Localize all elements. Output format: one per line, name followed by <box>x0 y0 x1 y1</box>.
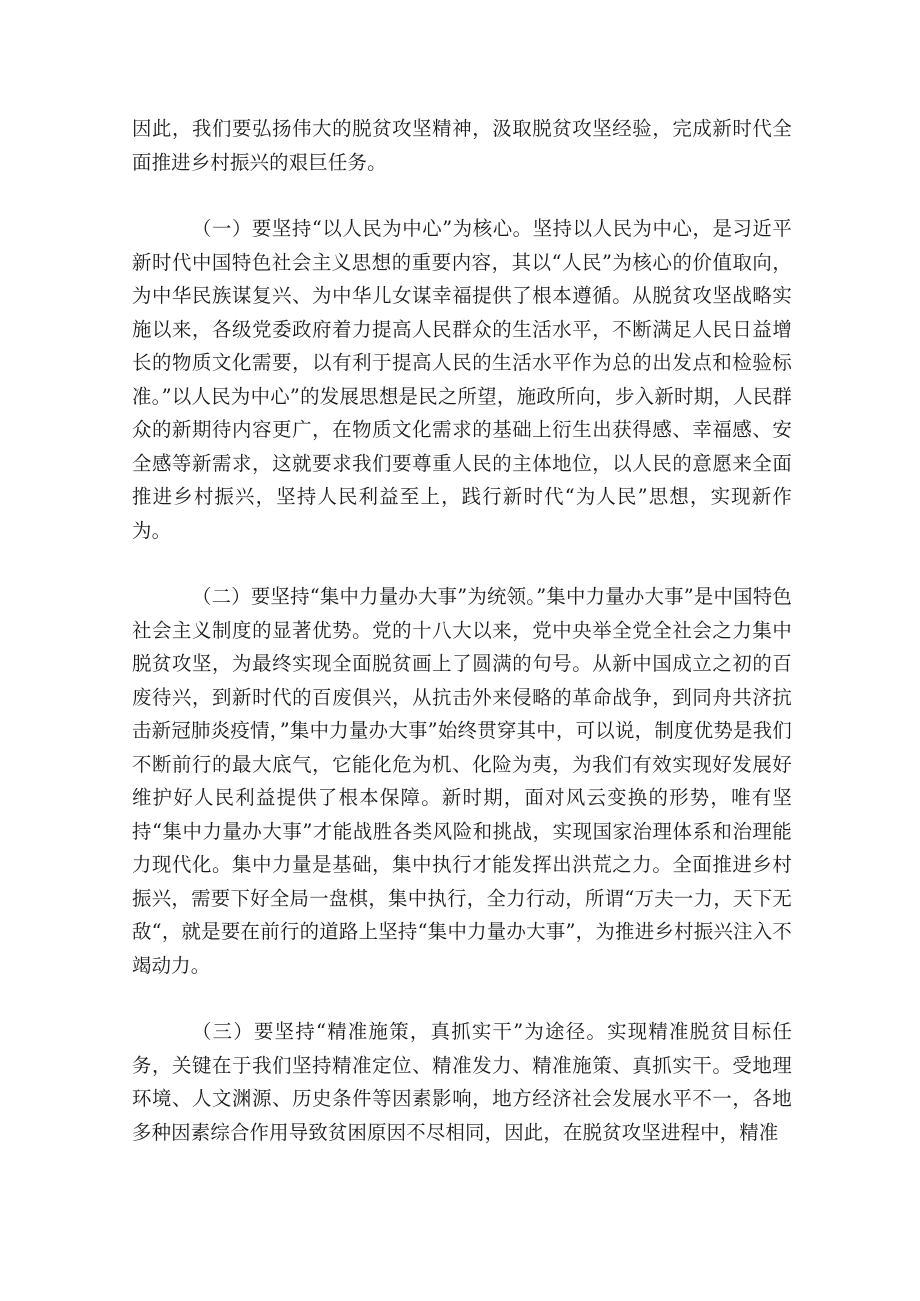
paragraph-section-3: （三）要坚持“精准施策，真抓实干”为途径。实现精准脱贫目标任务，关键在于我们坚持精准定位、精准发力、精准施策、真抓实干。受地理环境、人文渊源、历史条件等因素影响，地方经济社会发展水平不一，各地多种因素综合作用导致贫困原因不尽相同，因此，在脱贫攻坚进程中，精准 <box>132 1020 792 1144</box>
paragraph-intro: 因此，我们要弘扬伟大的脱贫攻坚精神，汲取脱贫攻坚经验，完成新时代全面推进乡村振兴的艰巨任务。 <box>132 117 792 174</box>
document-page <box>132 112 792 1149</box>
paragraph-gap <box>132 179 792 212</box>
paragraph-section-1: （一）要坚持“以人民为中心”为核心。坚持以人民为中心，是习近平新时代中国特色社会主义思想的重要内容，其以“人民”为核心的价值取向，为中华民族谋复兴、为中华儿女谋幸福提供了根本遵循。从脱贫攻坚战略实施以来，各级党委政府着力提高人民群众的生活水平，不断满足人民日益增长的物质文化需要，以有利于提高人民的生活水平作为总的出发点和检验标准。”以人民为中心”的发展思想是民之所望，施政所向，步入新时期，人民群众的新期待内容更广，在物质文化需求的基础上衍生出获得感、幸福感、安全感等新需求，这就要求我们要尊重人民的主体地位，以人民的意愿来全面推进乡村振兴，坚持人民利益至上，践行新时代“为人民”思想，实现新作为。 <box>132 217 792 542</box>
paragraph-section-2: （二）要坚持“集中力量办大事”为统领。”集中力量办大事”是中国特色社会主义制度的显著优势。党的十八大以来，党中央举全党全社会之力集中脱贫攻坚，为最终实现全面脱贫画上了圆满的句号。从新中国成立之初的百废待兴，到新时代的百废俱兴，从抗击外来侵略的革命战争，到同舟共济抗击新冠肺炎疫情，”集中力量办大事”始终贯穿其中，可以说，制度优势是我们不断前行的最大底气，它能化危为机、化险为夷，为我们有效实现好发展好维护好人民利益提供了根本保障。新时期，面对风云变换的形势，唯有坚持“集中力量办大事”才能战胜各类风险和挑战，实现国家治理体系和治理能力现代化。集中力量是基础，集中执行才能发挥出洪荒之力。全面推进乡村振兴，需要下好全局一盘棋，集中执行，全力行动，所谓“万夫一力，天下无敌“，就是要在前行的道路上坚持“集中力量办大事”，为推进乡村振兴注入不竭动力。 <box>132 585 792 977</box>
paragraph-gap <box>132 982 792 1015</box>
paragraph-gap <box>132 547 792 580</box>
